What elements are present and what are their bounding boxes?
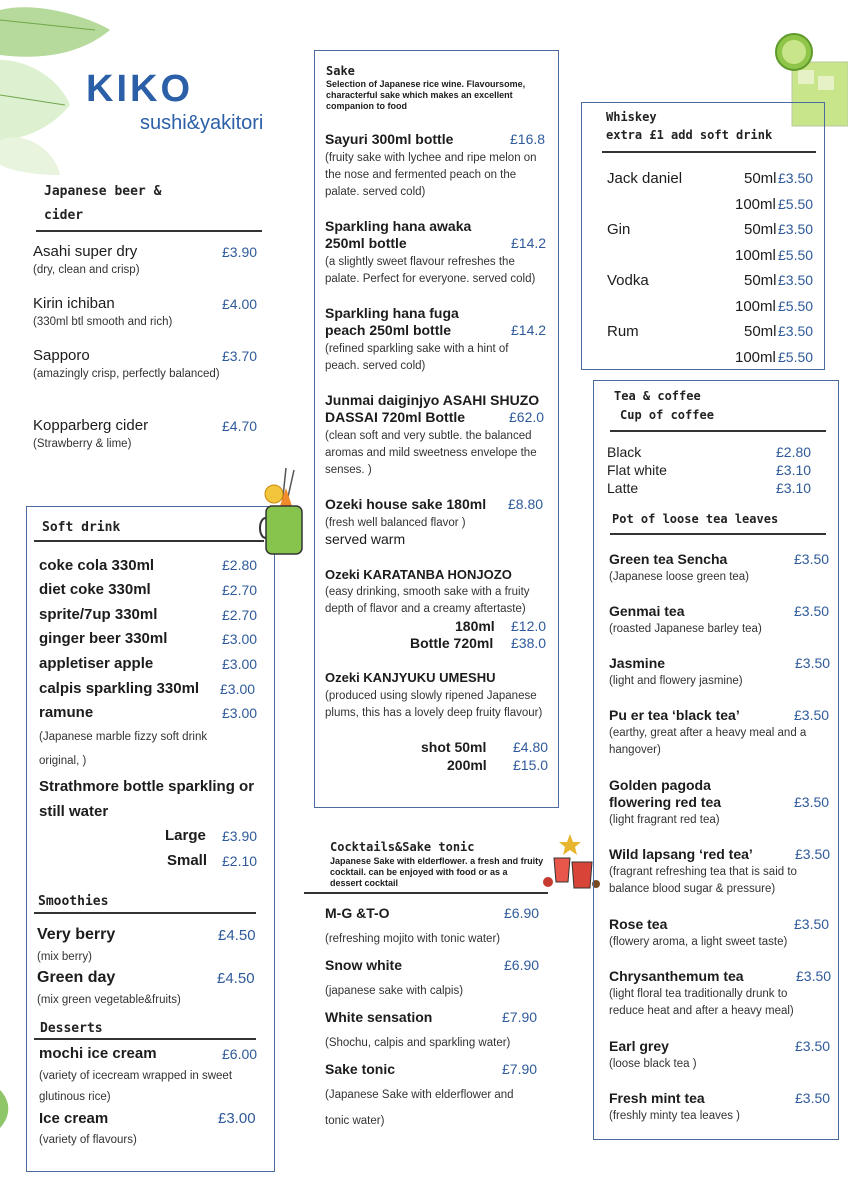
whiskey-size: 100ml bbox=[735, 196, 776, 213]
beer-item-price: £3.90 bbox=[222, 244, 258, 260]
tea-desc: hangover) bbox=[609, 744, 661, 756]
dessert-price: £6.00 bbox=[222, 1046, 258, 1062]
soft-item-name: sprite/7up 330ml bbox=[39, 606, 158, 623]
tea-price: £3.50 bbox=[795, 1090, 831, 1106]
water-name: still water bbox=[39, 803, 109, 820]
smoothie-desc: (mix berry) bbox=[37, 951, 92, 963]
whiskey-size: 100ml bbox=[735, 349, 776, 366]
tea-desc: (light floral tea traditionally drunk to bbox=[609, 988, 788, 1000]
dessert-price: £3.00 bbox=[218, 1110, 256, 1127]
cocktails-intro: cocktail. can be enjoyed with food or as a bbox=[330, 867, 508, 877]
whiskey-price: £5.50 bbox=[778, 349, 814, 365]
tea-desc: (light fragrant red tea) bbox=[609, 814, 720, 826]
sake-desc: depth of flavor and a creamy aftertaste) bbox=[325, 603, 526, 615]
soft-item-price: £2.80 bbox=[222, 557, 258, 573]
coffee-name: Latte bbox=[607, 480, 639, 496]
beer-title-line2: cider bbox=[44, 208, 84, 223]
tea-price: £3.50 bbox=[795, 1038, 831, 1054]
cocktail-name: M-G &T-O bbox=[325, 905, 390, 921]
coffee-price: £3.10 bbox=[776, 480, 812, 496]
soft-item-name: diet coke 330ml bbox=[39, 581, 151, 598]
sake-desc: (fresh well balanced flavor ) bbox=[325, 517, 466, 529]
coffee-name: Black bbox=[607, 444, 642, 460]
beer-item-name: Kirin ichiban bbox=[33, 295, 115, 312]
water-price: £2.10 bbox=[222, 853, 258, 869]
whiskey-size: 100ml bbox=[735, 247, 776, 264]
sake-desc: senses. ) bbox=[325, 464, 372, 476]
tea-desc: (earthy, great after a heavy meal and a bbox=[609, 727, 807, 739]
whiskey-price: £3.50 bbox=[778, 272, 814, 288]
dessert-name: Ice cream bbox=[39, 1110, 109, 1127]
ramune-desc: (Japanese marble fizzy soft drink bbox=[39, 731, 208, 743]
sake-desc: (a slightly sweet flavour refreshes the bbox=[325, 256, 515, 268]
sake-desc: peach. served cold) bbox=[325, 360, 426, 372]
cocktail-name: Sake tonic bbox=[325, 1061, 396, 1077]
tea-desc: (light and flowery jasmine) bbox=[609, 675, 743, 687]
sake-price: £8.80 bbox=[508, 496, 544, 512]
sake-serving-note: served warm bbox=[325, 531, 406, 547]
tea-name: Fresh mint tea bbox=[609, 1090, 705, 1106]
sake-price: £38.0 bbox=[511, 635, 547, 651]
soft-item-name: coke cola 330ml bbox=[39, 557, 155, 574]
whiskey-price: £3.50 bbox=[778, 323, 814, 339]
soft-item-name: ginger beer 330ml bbox=[39, 630, 168, 647]
beer-item-price: £4.70 bbox=[222, 418, 258, 434]
beer-item-price: £4.00 bbox=[222, 296, 258, 312]
beer-item-desc: (dry, clean and crisp) bbox=[33, 264, 140, 276]
sake-intro: companion to food bbox=[326, 101, 407, 111]
sake-size: Bottle 720ml bbox=[410, 635, 494, 651]
sake-desc: (fruity sake with lychee and ripe melon on bbox=[325, 152, 537, 164]
tea-desc: (roasted Japanese barley tea) bbox=[609, 623, 762, 635]
soft-divider bbox=[34, 540, 264, 542]
sake-desc: (refined sparkling sake with a hint of bbox=[325, 343, 509, 355]
beer-item-desc: (330ml btl smooth and rich) bbox=[33, 316, 173, 328]
water-size: Small bbox=[167, 852, 208, 869]
sake-name: Sparkling hana awaka bbox=[325, 218, 472, 234]
tea-name: Earl grey bbox=[609, 1038, 669, 1054]
dessert-desc: (variety of flavours) bbox=[39, 1134, 137, 1146]
sake-intro: characterful sake which makes an excellent bbox=[326, 90, 513, 100]
sake-title: Sake bbox=[326, 64, 355, 78]
beer-item-name: Sapporo bbox=[33, 347, 90, 364]
jar-drink-icon bbox=[256, 466, 308, 558]
tea-name: Genmai tea bbox=[609, 603, 685, 619]
tea-price: £3.50 bbox=[794, 916, 830, 932]
tea-name: Green tea Sencha bbox=[609, 551, 728, 567]
cocktail-desc: tonic water) bbox=[325, 1115, 385, 1127]
soft-item-price: £2.70 bbox=[222, 607, 258, 623]
whiskey-size: 50ml bbox=[744, 272, 777, 289]
sake-price: £12.0 bbox=[511, 618, 547, 634]
soft-item-name: ramune bbox=[39, 704, 94, 721]
dessert-desc: (variety of icecream wrapped in sweet bbox=[39, 1070, 233, 1082]
brand-logo: KIKO bbox=[86, 68, 193, 110]
beer-divider bbox=[36, 230, 262, 232]
whiskey-name: Vodka bbox=[607, 272, 649, 289]
cocktail-price: £6.90 bbox=[504, 957, 540, 973]
whiskey-divider bbox=[602, 151, 816, 153]
cocktail-name: White sensation bbox=[325, 1009, 433, 1025]
sake-name: peach 250ml bottle bbox=[325, 322, 452, 338]
sake-price: £4.80 bbox=[513, 739, 549, 755]
cocktail-desc: (refreshing mojito with tonic water) bbox=[325, 933, 501, 945]
tea-price: £3.50 bbox=[795, 655, 831, 671]
beer-item-desc: (amazingly crisp, perfectly balanced) bbox=[33, 368, 220, 380]
soft-item-price: £3.00 bbox=[222, 656, 258, 672]
soft-item-price: £3.00 bbox=[220, 681, 256, 697]
tea-desc: (freshly minty tea leaves ) bbox=[609, 1110, 741, 1122]
tea-price: £3.50 bbox=[796, 968, 832, 984]
tea-title: Tea & coffee bbox=[614, 389, 701, 403]
sake-desc: palate. Perfect for everyone. served cold) bbox=[325, 273, 536, 285]
whiskey-size: 50ml bbox=[744, 170, 777, 187]
beer-item-desc: (Strawberry & lime) bbox=[33, 438, 132, 450]
water-name: Strathmore bottle sparkling or bbox=[39, 778, 255, 795]
smoothie-price: £4.50 bbox=[218, 927, 256, 944]
water-size: Large bbox=[165, 827, 206, 844]
tea-name: Pu er tea ‘black tea’ bbox=[609, 707, 740, 723]
cocktail-desc: (Shochu, calpis and sparkling water) bbox=[325, 1037, 511, 1049]
sake-name: Ozeki KARATANBA HONJOZO bbox=[325, 567, 512, 582]
cocktail-name: Snow white bbox=[325, 957, 402, 973]
sake-name: 250ml bottle bbox=[325, 235, 407, 251]
cocktails-title: Cocktails&Sake tonic bbox=[330, 840, 475, 854]
sake-desc: palate. served cold) bbox=[325, 186, 426, 198]
cocktail-desc: (japanese sake with calpis) bbox=[325, 985, 464, 997]
tea-name: Golden pagoda bbox=[609, 777, 711, 793]
whiskey-price: £5.50 bbox=[778, 247, 814, 263]
desserts-title: Desserts bbox=[40, 1021, 103, 1036]
sake-name: Sayuri 300ml bottle bbox=[325, 131, 454, 147]
sake-name: Sparkling hana fuga bbox=[325, 305, 459, 321]
sake-desc: (produced using slowly ripened Japanese bbox=[325, 690, 537, 702]
tea-price: £3.50 bbox=[794, 794, 830, 810]
sake-desc: (easy drinking, smooth sake with a fruity bbox=[325, 586, 530, 598]
tea-desc: (flowery aroma, a light sweet taste) bbox=[609, 936, 788, 948]
sake-size: shot 50ml bbox=[421, 739, 487, 755]
dessert-name: mochi ice cream bbox=[39, 1045, 157, 1062]
tea-desc: (Japanese loose green tea) bbox=[609, 571, 750, 583]
tea-desc: (loose black tea ) bbox=[609, 1058, 697, 1070]
cocktails-intro: dessert cocktail bbox=[330, 878, 399, 888]
sake-price: £62.0 bbox=[509, 409, 545, 425]
tea-price: £3.50 bbox=[795, 846, 831, 862]
sake-price: £15.0 bbox=[513, 757, 549, 773]
soft-title: Soft drink bbox=[42, 520, 121, 535]
whiskey-price: £5.50 bbox=[778, 196, 814, 212]
desserts-divider bbox=[34, 1038, 256, 1040]
sake-intro: Selection of Japanese rice wine. Flavoursome, bbox=[326, 79, 526, 89]
cocktails-intro: Japanese Sake with elderflower. a fresh and fruity bbox=[330, 856, 544, 866]
smoothie-name: Very berry bbox=[37, 926, 116, 943]
tea-name: Jasmine bbox=[609, 655, 666, 671]
cocktail-price: £6.90 bbox=[504, 905, 540, 921]
tea-price: £3.50 bbox=[794, 551, 830, 567]
whiskey-price: £3.50 bbox=[778, 221, 814, 237]
dessert-desc: glutinous rice) bbox=[39, 1091, 111, 1103]
cocktail-desc: (Japanese Sake with elderflower and bbox=[325, 1089, 514, 1101]
soft-item-name: appletiser apple bbox=[39, 655, 154, 672]
sake-name: Junmai daiginjyo ASAHI SHUZO bbox=[325, 392, 540, 408]
tea-desc: balance blood sugar & pressure) bbox=[609, 883, 776, 895]
sake-name: DASSAI 720ml Bottle bbox=[325, 409, 466, 425]
smoothies-title: Smoothies bbox=[38, 894, 109, 909]
smoothie-name: Green day bbox=[37, 969, 116, 986]
sake-desc: (clean soft and very subtle. the balanced bbox=[325, 430, 532, 442]
sake-desc: plums, this has a lovely deep fruity flavour) bbox=[325, 707, 543, 719]
whiskey-size: 100ml bbox=[735, 298, 776, 315]
water-price: £3.90 bbox=[222, 828, 258, 844]
soft-item-price: £3.00 bbox=[222, 631, 258, 647]
tea-name: Rose tea bbox=[609, 916, 668, 932]
smoothies-divider bbox=[34, 912, 256, 914]
whiskey-size: 50ml bbox=[744, 323, 777, 340]
coffee-price: £2.80 bbox=[776, 444, 812, 460]
sake-price: £14.2 bbox=[511, 235, 547, 251]
whiskey-subtitle: extra £1 add soft drink bbox=[606, 128, 773, 142]
coffee-subtitle: Cup of coffee bbox=[620, 408, 714, 422]
sake-size: 180ml bbox=[455, 618, 495, 634]
sake-name: Ozeki KANJYUKU UMESHU bbox=[325, 670, 496, 685]
beer-item-name: Kopparberg cider bbox=[33, 417, 149, 434]
beer-item-price: £3.70 bbox=[222, 348, 258, 364]
whiskey-name: Rum bbox=[607, 323, 639, 340]
tea-desc: (fragrant refreshing tea that is said to bbox=[609, 866, 797, 878]
whiskey-price: £3.50 bbox=[778, 170, 814, 186]
brand-subtitle: sushi&yakitori bbox=[140, 112, 264, 134]
coffee-price: £3.10 bbox=[776, 462, 812, 478]
sake-price: £14.2 bbox=[511, 322, 547, 338]
whiskey-price: £5.50 bbox=[778, 298, 814, 314]
sake-name: Ozeki house sake 180ml bbox=[325, 496, 487, 512]
tea-price: £3.50 bbox=[794, 603, 830, 619]
coffee-name: Flat white bbox=[607, 462, 667, 478]
whiskey-name: Gin bbox=[607, 221, 631, 238]
loose-tea-divider bbox=[610, 533, 826, 535]
whiskey-size: 50ml bbox=[744, 221, 777, 238]
loose-tea-title: Pot of loose tea leaves bbox=[612, 512, 779, 526]
beer-title-line1: Japanese beer & bbox=[44, 184, 162, 199]
cocktail-price: £7.90 bbox=[502, 1009, 538, 1025]
beer-item-name: Asahi super dry bbox=[33, 243, 138, 260]
sake-desc: aromas and mild sweetness envelope the bbox=[325, 447, 537, 459]
smoothie-price: £4.50 bbox=[217, 970, 255, 987]
tea-price: £3.50 bbox=[794, 707, 830, 723]
soft-item-price: £2.70 bbox=[222, 582, 258, 598]
sake-price: £16.8 bbox=[510, 131, 546, 147]
tea-desc: reduce heat and after a heavy meal) bbox=[609, 1005, 794, 1017]
leaf-edge-decoration bbox=[0, 1090, 14, 1130]
cocktail-price: £7.90 bbox=[502, 1061, 538, 1077]
whiskey-title: Whiskey bbox=[606, 110, 657, 124]
sake-desc: the nose and fermented peach on the bbox=[325, 169, 517, 181]
whiskey-name: Jack daniel bbox=[607, 170, 683, 187]
tea-name: flowering red tea bbox=[609, 794, 722, 810]
soft-item-name: calpis sparkling 330ml bbox=[39, 680, 200, 697]
ramune-desc: original, ) bbox=[39, 755, 87, 767]
tea-name: Chrysanthemum tea bbox=[609, 968, 744, 984]
smoothie-desc: (mix green vegetable&fruits) bbox=[37, 994, 181, 1006]
tea-divider bbox=[610, 430, 826, 432]
tea-name: Wild lapsang ‘red tea’ bbox=[609, 846, 753, 862]
sake-size: 200ml bbox=[447, 757, 487, 773]
cocktails-divider bbox=[304, 892, 548, 894]
soft-item-price: £3.00 bbox=[222, 705, 258, 721]
